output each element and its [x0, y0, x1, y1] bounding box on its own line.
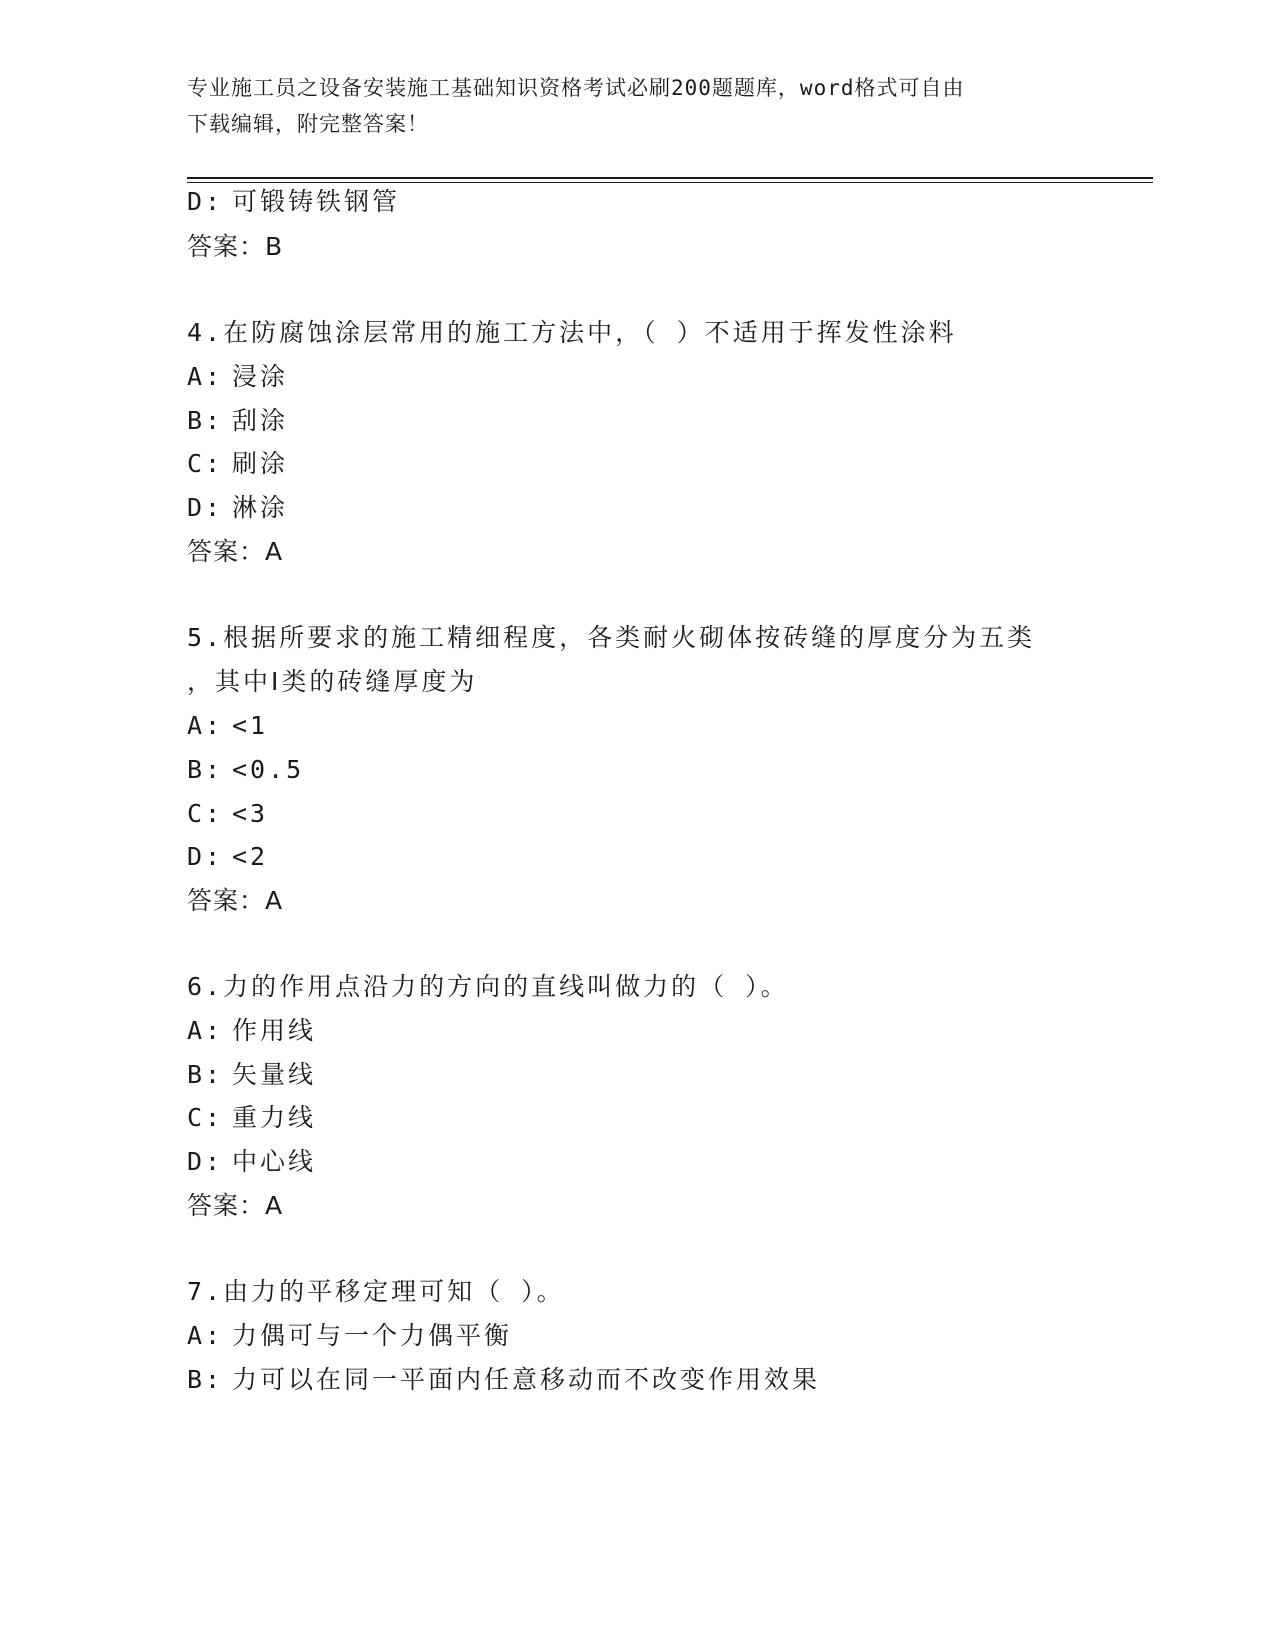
- document-header: [187, 70, 1087, 142]
- option-label: D:: [187, 842, 224, 871]
- option-label: B:: [187, 755, 224, 784]
- option-text: 力偶可与一个力偶平衡: [232, 1321, 513, 1350]
- header-divider-thin: [187, 182, 1153, 183]
- option-text: 力可以在同一平面内任意移动而不改变作用效果: [232, 1365, 821, 1394]
- q4-answer: 答案：A: [187, 537, 284, 566]
- option-label: A:: [187, 1321, 224, 1350]
- q4-option-a: [187, 359, 288, 395]
- option-label: A:: [187, 1016, 224, 1045]
- q4-option-c: [187, 446, 288, 482]
- option-text: 浸涂: [232, 362, 289, 391]
- q5-option-b: [187, 752, 304, 788]
- q5-stem-line-2: ，其中Ⅰ类的砖缝厚度为: [187, 667, 478, 696]
- option-label: C:: [187, 449, 224, 478]
- q6-answer: 答案：A: [187, 1191, 284, 1220]
- prev-answer: 答案：B: [187, 232, 284, 261]
- q5-option-c: [187, 796, 268, 832]
- option-label: D:: [187, 493, 224, 522]
- q7-stem: 7.由力的平移定理可知（ ）。: [187, 1277, 565, 1306]
- header-divider-thick: [187, 177, 1153, 179]
- q7-option-b: [187, 1362, 820, 1398]
- option-label: C:: [187, 799, 224, 828]
- q6-option-c: [187, 1100, 316, 1136]
- q6-option-b: [187, 1057, 316, 1093]
- q5-option-d: [187, 839, 268, 875]
- q5-option-a: [187, 708, 268, 744]
- option-text: 刷涂: [232, 449, 289, 478]
- q7-option-a: [187, 1318, 512, 1354]
- option-label: B:: [187, 406, 224, 435]
- option-label: A:: [187, 711, 224, 740]
- option-text: 淋涂: [232, 493, 289, 522]
- option-label: C:: [187, 1103, 224, 1132]
- q4-stem: 4.在防腐蚀涂层常用的施工方法中，（ ）不适用于挥发性涂料: [187, 318, 957, 347]
- option-text: 中心线: [232, 1147, 317, 1176]
- q4-option-d: [187, 490, 288, 526]
- q6-option-a: [187, 1013, 316, 1049]
- q5-answer: 答案：A: [187, 886, 284, 915]
- q6-option-d: [187, 1144, 316, 1180]
- q5-stem-line-1: 5.根据所要求的施工精细程度，各类耐火砌体按砖缝的厚度分为五类: [187, 623, 1036, 652]
- header-line-1: 专业施工员之设备安装施工基础知识资格考试必刷200题题库，word格式可自由: [187, 76, 965, 100]
- header-line-2: 下载编辑，附完整答案！: [187, 112, 429, 136]
- option-text: <0.5: [232, 755, 305, 784]
- option-text: <3: [232, 799, 269, 828]
- prev-option-d: [187, 184, 400, 220]
- q6-stem: 6.力的作用点沿力的方向的直线叫做力的（ ）。: [187, 972, 789, 1001]
- option-label: D:: [187, 187, 224, 216]
- option-text: 矢量线: [232, 1060, 317, 1089]
- option-text: 重力线: [232, 1103, 317, 1132]
- option-label: A:: [187, 362, 224, 391]
- option-text: <2: [232, 842, 269, 871]
- q4-option-b: [187, 403, 288, 439]
- option-text: 可锻铸铁钢管: [232, 187, 401, 216]
- option-text: 作用线: [232, 1016, 317, 1045]
- option-label: B:: [187, 1060, 224, 1089]
- option-text: 刮涂: [232, 406, 289, 435]
- option-label: B:: [187, 1365, 224, 1394]
- option-label: D:: [187, 1147, 224, 1176]
- option-text: <1: [232, 711, 269, 740]
